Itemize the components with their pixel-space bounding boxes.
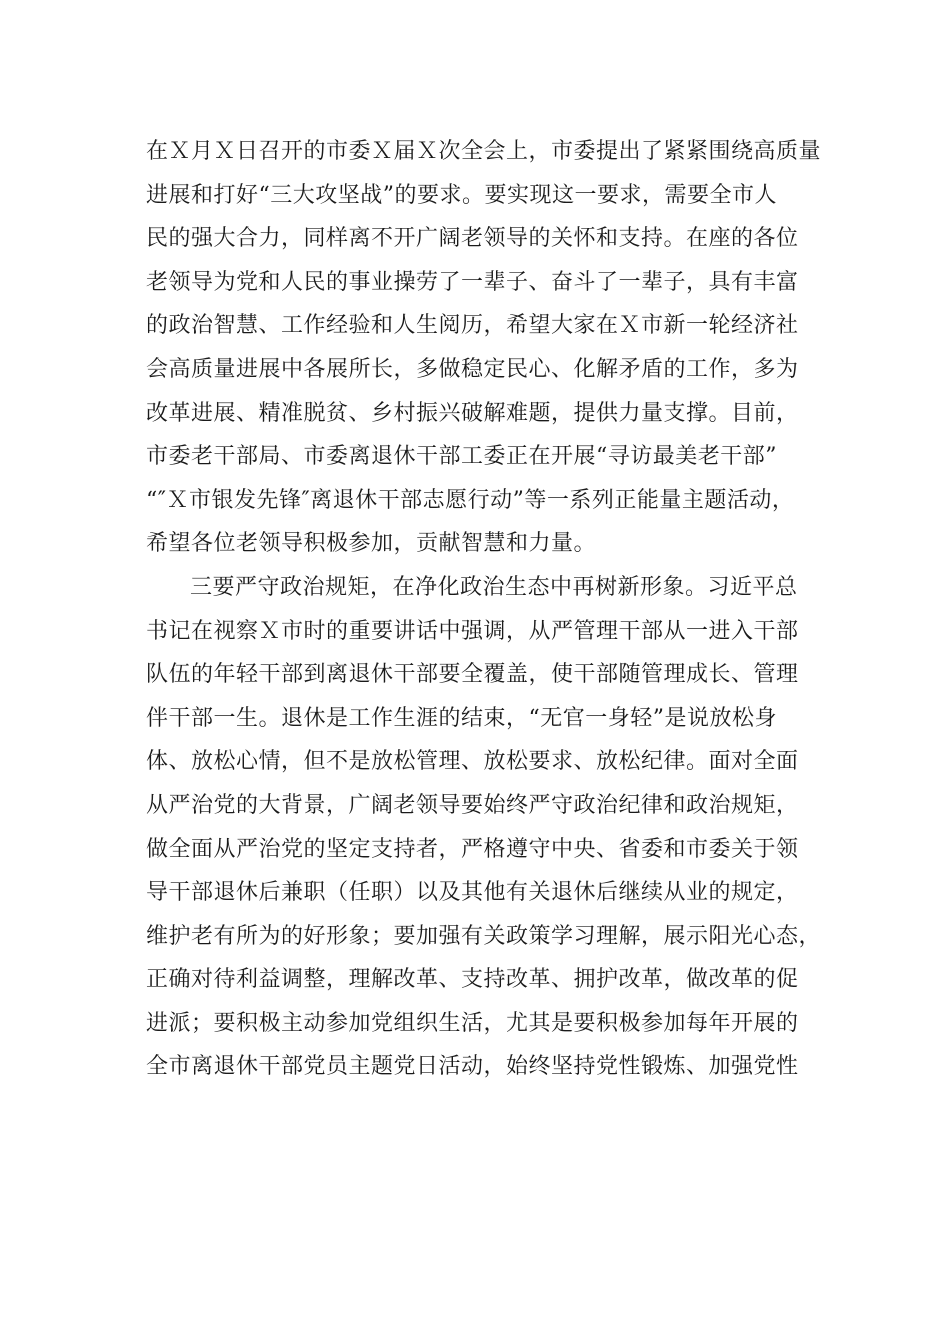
text-line: “″Ｘ市银发先锋″离退休干部志愿行动”等一系列正能量主题活动， — [146, 487, 795, 513]
text-line: 民的强大合力，同样离不开广阔老领导的关怀和支持。在座的各位 — [146, 226, 799, 252]
paragraph-start-line: 三要严守政治规矩，在净化政治生态中再树新形象。习近平总 — [190, 574, 798, 600]
text-line: 的政治智慧、工作经验和人生阅历，希望大家在Ｘ市新一轮经济社 — [146, 313, 799, 339]
text-line: 市委老干部局、市委离退休干部工委正在开展“寻访最美老干部” — [146, 444, 777, 470]
text-line: 队伍的年轻干部到离退休干部要全覆盖，使干部随管理成长、管理 — [146, 662, 799, 688]
body-text — [146, 130, 826, 1089]
text-line: 改革进展、精准脱贫、乡村振兴破解难题，提供力量支撑。目前， — [146, 400, 799, 426]
text-line: 做全面从严治党的坚定支持者，严格遵守中央、省委和市委关于领 — [146, 836, 799, 862]
text-line: 伴干部一生。退休是工作生涯的结束，“无官一身轻”是说放松身 — [146, 705, 777, 731]
text-line: 进展和打好“三大攻坚战”的要求。要实现这一要求，需要全市人 — [146, 182, 777, 208]
text-line: 在Ｘ月Ｘ日召开的市委Ｘ届Ｘ次全会上，市委提出了紧紧围绕高质量 — [146, 139, 822, 164]
text-line: 老领导为党和人民的事业操劳了一辈子、奋斗了一辈子，具有丰富 — [146, 269, 799, 295]
text-line: 从严治党的大背景，广阔老领导要始终严守政治纪律和政治规矩， — [146, 792, 799, 818]
text-line: 体、放松心情，但不是放松管理、放松要求、放松纪律。面对全面 — [146, 749, 799, 775]
text-line: 全市离退休干部党员主题党日活动，始终坚持党性锻炼、加强党性 — [146, 1054, 799, 1080]
text-line: 正确对待利益调整，理解改革、支持改革、拥护改革，做改革的促 — [146, 967, 799, 993]
text-line: 导干部退休后兼职（任职）以及其他有关退休后继续从业的规定， — [146, 880, 799, 906]
text-line: 会高质量进展中各展所长，多做稳定民心、化解矛盾的工作，多为 — [146, 356, 799, 382]
text-line: 希望各位老领导积极参加，贡献智慧和力量。 — [146, 531, 597, 557]
text-line: 维护老有所为的好形象；要加强有关政策学习理解，展示阳光心态， — [146, 923, 822, 949]
text-line: 进派；要积极主动参加党组织生活，尤其是要积极参加每年开展的 — [146, 1010, 799, 1036]
text-line: 书记在视察Ｘ市时的重要讲话中强调，从严管理干部从一进入干部 — [146, 618, 799, 644]
